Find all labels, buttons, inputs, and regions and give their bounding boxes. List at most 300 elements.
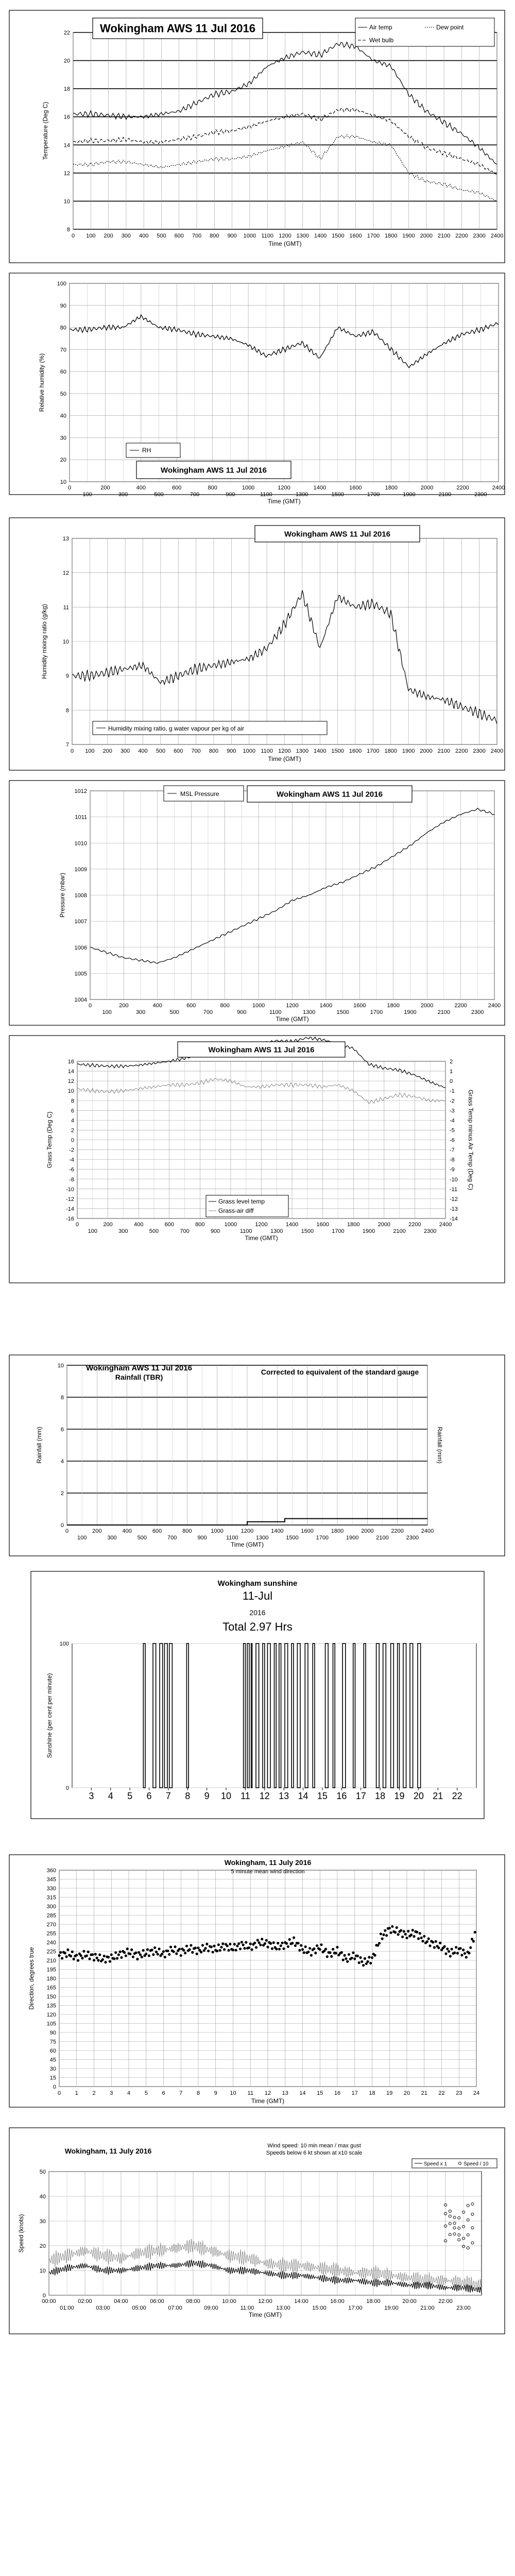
chart-7-point-20-2: [235, 1949, 237, 1952]
chart-7-point-11-5: [161, 1953, 163, 1955]
chart-0-ytick-6: 20: [63, 58, 70, 64]
chart-1-xtick-top-1: 200: [100, 485, 110, 491]
chart-7-point-7-1: [120, 1956, 123, 1959]
chart-7-point-2-0: [75, 1954, 78, 1956]
chart-7-point-5-0: [101, 1958, 104, 1961]
chart-7-ytick-18: 270: [46, 1922, 56, 1928]
chart-7-ytick-2: 30: [49, 2066, 56, 2072]
chart-4-ylabel: Grass Temp (Deg C): [46, 1111, 53, 1168]
chart-7-point-42-2: [426, 1940, 428, 1943]
chart-7-ytick-0: 0: [53, 2084, 56, 2090]
chart-6-xtick-0: 3: [89, 1791, 94, 1801]
chart-7-point-34-4: [359, 1956, 362, 1959]
chart-7-point-21-5: [248, 1946, 250, 1949]
chart-5-ytick-0: 0: [60, 1522, 64, 1529]
chart-7-point-27-5: [300, 1944, 302, 1947]
chart-4-ytick-11: 6: [71, 1108, 74, 1114]
chart-6-total: Total 2.97 Hrs: [222, 1620, 293, 1633]
chart-7-point-5-2: [104, 1961, 107, 1963]
chart-4-ytick-16: 16: [67, 1059, 74, 1065]
chart-7-point-27-4: [298, 1949, 301, 1952]
chart-8-xtick-bottom-4: 09:00: [204, 2305, 218, 2311]
chart-7-point-23-0: [258, 1941, 261, 1944]
chart-7-point-26-1: [285, 1942, 288, 1945]
chart-7-point-26-3: [288, 1938, 291, 1941]
chart-7-ytick-23: 345: [46, 1876, 56, 1883]
chart-7-point-34-2: [356, 1955, 359, 1957]
chart-3-ytick-6: 1010: [74, 840, 87, 847]
chart-7-point-27-1: [294, 1944, 297, 1947]
chart-7-point-20-4: [237, 1942, 240, 1945]
chart-5-ytick-1: 2: [60, 1490, 64, 1497]
chart-4-xtick-top-6: 1200: [255, 1222, 268, 1228]
chart-7-point-34-5: [360, 1960, 363, 1963]
chart-7-point-26-5: [291, 1942, 294, 1944]
chart-5-ytick-2: 4: [60, 1459, 64, 1465]
chart-2-xlabel: Time (GMT): [268, 755, 301, 762]
chart-2-xtick-4: 400: [138, 748, 148, 754]
chart-5-xtick-bottom-3: 700: [167, 1535, 177, 1541]
chart-7-point-24-0: [266, 1946, 269, 1948]
chart-4-ytick-right-9: -5: [450, 1127, 455, 1134]
chart-8-title: Wokingham, 11 July 2016: [64, 2147, 152, 2155]
chart-4-ytick-right-11: -3: [450, 1108, 455, 1114]
chart-2-xtick-11: 1100: [261, 748, 273, 754]
chart-8-xtick-bottom-8: 17:00: [348, 2305, 363, 2311]
chart-7-point-12-1: [164, 1956, 166, 1958]
chart-2-xtick-22: 2200: [455, 748, 468, 754]
chart-4-xtick-bottom-9: 1900: [362, 1228, 375, 1234]
chart-7-point-33-5: [352, 1952, 354, 1954]
chart-8-xtick-top-1: 02:00: [78, 2298, 92, 2304]
chart-2-ytick-2: 9: [65, 673, 69, 680]
chart-3-xtick-bottom-7: 1500: [336, 1009, 349, 1015]
chart-4-xtick-top-7: 1400: [285, 1222, 299, 1228]
chart-7-xtick-23: 23: [456, 2090, 462, 2096]
chart-7-point-15-1: [190, 1944, 192, 1946]
chart-3-xtick-bottom-3: 700: [203, 1009, 213, 1015]
chart-7-ytick-6: 90: [49, 2030, 56, 2036]
chart-5-ylabel: Rainfall (mm): [36, 1427, 43, 1464]
chart-7-ytick-24: 360: [46, 1868, 56, 1874]
chart-7-xtick-9: 9: [214, 2090, 217, 2096]
chart-3-xtick-top-11: 2200: [454, 1003, 467, 1009]
chart-7-point-41-3: [419, 1932, 421, 1935]
chart-0-ytick-5: 18: [63, 86, 70, 93]
chart-5-xtick-top-10: 2000: [361, 1528, 374, 1534]
chart-4-xlabel: Time (GMT): [245, 1234, 278, 1242]
chart-4-ytick-0: -16: [66, 1216, 74, 1222]
chart-7-point-3-3: [88, 1958, 91, 1960]
chart-7-point-1-4: [73, 1958, 75, 1960]
chart-0-xtick-7: 700: [192, 233, 202, 239]
chart-2-ytick-5: 12: [62, 570, 69, 577]
chart-7-point-38-1: [389, 1931, 392, 1934]
chart-7-point-17-1: [207, 1950, 210, 1952]
chart-7-point-17-4: [212, 1951, 214, 1953]
chart-4-ytick-right-1: -13: [450, 1206, 458, 1212]
chart-4-ytick-5: -6: [69, 1166, 74, 1173]
chart-7-point-29-4: [316, 1944, 318, 1947]
chart-1-ytick-5: 60: [60, 369, 66, 376]
chart-7-point-35-5: [369, 1962, 372, 1964]
chart-4-ytick-right-7: -7: [450, 1147, 455, 1154]
chart-7-point-21-3: [245, 1941, 247, 1944]
chart-7-point-40-1: [407, 1930, 409, 1933]
chart-4-ytick-right-5: -9: [450, 1166, 455, 1173]
chart-7-point-39-4: [403, 1930, 405, 1933]
chart-0-xtick-3: 300: [121, 233, 131, 239]
chart-2-ytick-0: 7: [65, 742, 69, 748]
chart-1-xtick-bottom-6: 1300: [295, 492, 308, 498]
chart-6-xtick-5: 8: [185, 1791, 191, 1801]
chart-8-xtick-bottom-2: 05:00: [132, 2305, 146, 2311]
chart-7-point-43-5: [439, 1942, 441, 1944]
chart-8-note: Speeds below 6 kt shown at x10 scale: [266, 2150, 363, 2156]
chart-7-ytick-15: 225: [46, 1948, 56, 1955]
chart-1-xtick-bottom-7: 1500: [331, 492, 344, 498]
chart-7-point-6-5: [117, 1954, 120, 1956]
chart-7-point-46-4: [464, 1952, 466, 1955]
chart-2-xtick-9: 900: [227, 748, 236, 754]
chart-1-xtick-top-7: 1400: [313, 485, 327, 491]
chart-5-xtick-bottom-0: 100: [77, 1535, 87, 1541]
chart-7-point-32-0: [336, 1946, 338, 1948]
chart-5-xtick-top-12: 2400: [421, 1528, 434, 1534]
chart-4-xtick-top-11: 2200: [408, 1222, 421, 1228]
chart-7-point-30-4: [324, 1948, 327, 1951]
chart-7-point-29-2: [313, 1947, 315, 1950]
chart-0-ylabel: Temperature (Deg C): [42, 101, 49, 160]
chart-3-xtick-top-5: 1000: [252, 1003, 265, 1009]
chart-5-xtick-top-8: 1600: [301, 1528, 314, 1534]
chart-7-point-43-4: [437, 1946, 440, 1949]
chart-5-xtick-bottom-6: 1300: [255, 1535, 269, 1541]
chart-3-xtick-top-7: 1400: [319, 1003, 333, 1009]
chart-7-ytick-13: 195: [46, 1967, 56, 1973]
chart-4-ytick-right-6: -8: [450, 1157, 455, 1163]
chart-7-point-16-5: [204, 1947, 207, 1950]
chart-7-point-10-1: [146, 1948, 149, 1951]
chart-1-xtick-bottom-3: 700: [190, 492, 200, 498]
chart-4-ytick-right-16: 2: [450, 1059, 453, 1065]
chart-7-point-33-2: [348, 1953, 350, 1956]
chart-1-xtick-top-11: 2200: [456, 485, 469, 491]
chart-4-ytick-6: -4: [69, 1157, 74, 1163]
chart-4-ytick-right-13: -1: [450, 1088, 455, 1095]
chart-7-point-22-4: [255, 1946, 258, 1948]
chart-5-title: Wokingham AWS 11 Jul 2016: [86, 1364, 192, 1372]
chart-4-ytick-right-14: 0: [450, 1078, 453, 1085]
chart-7-point-0-2: [61, 1957, 63, 1959]
chart-4-xtick-top-10: 2000: [377, 1222, 391, 1228]
chart-4-xtick-bottom-2: 500: [149, 1228, 159, 1234]
chart-7-point-36-5: [378, 1942, 381, 1944]
chart-7-point-35-0: [362, 1964, 365, 1967]
chart-5-note: Corrected to equivalent of the standard gauge: [261, 1368, 419, 1376]
chart-8-ytick-1: 10: [39, 2268, 46, 2274]
chart-7-point-3-5: [91, 1953, 94, 1956]
chart-7-point-14-0: [180, 1954, 182, 1957]
chart-0-xtick-19: 1900: [402, 233, 415, 239]
chart-4-ytick-8: 0: [71, 1137, 74, 1144]
chart-7-point-44-2: [443, 1945, 446, 1948]
chart-6-xtick-18: 21: [433, 1791, 443, 1801]
chart-7-point-0-0: [58, 1954, 60, 1957]
chart-1-xtick-bottom-8: 1700: [367, 492, 380, 498]
chart-4-ytick-right-15: 1: [450, 1069, 453, 1075]
chart-7-point-11-2: [157, 1953, 159, 1955]
chart-5-xtick-bottom-10: 2100: [376, 1535, 389, 1541]
chart-2-xtick-16: 1600: [349, 748, 362, 754]
chart-0-xtick-16: 1600: [349, 233, 362, 239]
chart-2-xtick-2: 200: [102, 748, 112, 754]
chart-7-point-30-0: [319, 1948, 321, 1951]
chart-8-xtick-top-7: 14:00: [294, 2298, 308, 2304]
chart-7-ytick-1: 15: [49, 2075, 56, 2081]
chart-7-point-15-5: [196, 1953, 198, 1955]
chart-7-point-10-0: [145, 1953, 147, 1955]
chart-1-xtick-bottom-5: 1100: [260, 492, 272, 498]
chart-6-title: Wokingham sunshine: [217, 1579, 298, 1588]
chart-0-xtick-2: 200: [104, 233, 113, 239]
chart-8-xtick-bottom-11: 23:00: [456, 2305, 471, 2311]
chart-7-point-43-1: [433, 1946, 436, 1948]
chart-7-point-38-2: [391, 1925, 393, 1928]
chart-7-point-30-1: [320, 1943, 322, 1946]
chart-8-ytick-3: 30: [39, 2218, 46, 2225]
chart-5-xtick-bottom-4: 900: [197, 1535, 207, 1541]
chart-7-point-38-4: [394, 1931, 397, 1934]
chart-5-xtick-bottom-11: 2300: [406, 1535, 419, 1541]
chart-0-xtick-18: 1800: [385, 233, 398, 239]
chart-7-point-24-2: [269, 1942, 272, 1945]
chart-7-point-45-4: [455, 1946, 457, 1948]
chart-2-xtick-6: 600: [174, 748, 183, 754]
chart-4-xtick-top-0: 0: [75, 1222, 79, 1228]
chart-3-xtick-bottom-2: 500: [169, 1009, 179, 1015]
chart-7-point-16-3: [201, 1944, 204, 1946]
chart-4-xtick-bottom-7: 1500: [301, 1228, 314, 1234]
chart-7-xtick-8: 8: [196, 2090, 200, 2096]
chart-7-point-23-5: [265, 1939, 268, 1942]
chart-8-xtick-bottom-1: 03:00: [96, 2305, 110, 2311]
chart-1-ytick-0: 10: [60, 479, 66, 485]
chart-7-point-12-3: [166, 1950, 169, 1952]
chart-4-xtick-bottom-8: 1700: [332, 1228, 345, 1234]
chart-5-xtick-bottom-2: 500: [137, 1535, 147, 1541]
chart-7-point-34-0: [353, 1957, 356, 1960]
chart-2-xtick-19: 1900: [402, 748, 415, 754]
chart-3-title: Wokingham AWS 11 Jul 2016: [277, 790, 383, 799]
chart-5-xtick-bottom-8: 1700: [316, 1535, 329, 1541]
chart-2-ytick-1: 8: [65, 707, 69, 714]
chart-7-point-15-2: [191, 1951, 194, 1954]
chart-7-xtick-13: 13: [282, 2090, 288, 2096]
chart-7-point-0-5: [65, 1955, 67, 1958]
chart-7-point-45-5: [456, 1952, 459, 1955]
chart-7-point-24-3: [271, 1947, 273, 1950]
chart-7-point-47-5: [474, 1931, 476, 1934]
chart-2-ylabel: Humidity mixing ratio (g/kg): [41, 604, 48, 679]
chart-2-xtick-24: 2400: [490, 748, 504, 754]
chart-6-xtick-4: 7: [165, 1791, 171, 1801]
chart-7-ytick-11: 165: [46, 1985, 56, 1991]
chart-7-point-45-0: [449, 1955, 452, 1957]
chart-7-point-5-5: [109, 1960, 111, 1963]
chart-7-point-15-0: [188, 1948, 191, 1951]
chart-0-title: Wokingham AWS 11 Jul 2016: [100, 22, 255, 35]
chart-7-point-37-1: [381, 1937, 384, 1940]
chart-8-xtick-bottom-7: 15:00: [312, 2305, 327, 2311]
chart-7-point-14-3: [184, 1952, 186, 1954]
chart-7-point-28-1: [303, 1951, 305, 1954]
chart-7-point-20-1: [233, 1943, 236, 1945]
chart-8-ytick-2: 20: [39, 2243, 46, 2249]
chart-2-xtick-3: 300: [120, 748, 130, 754]
chart-0-xtick-20: 2000: [420, 233, 433, 239]
chart-3-ytick-5: 1009: [74, 866, 87, 873]
chart-0-xtick-14: 1400: [314, 233, 327, 239]
chart-1-xtick-top-4: 800: [208, 485, 217, 491]
chart-5-xtick-bottom-5: 1100: [226, 1535, 238, 1541]
chart-7-point-9-1: [138, 1951, 140, 1954]
chart-3-xtick-top-3: 600: [186, 1003, 196, 1009]
chart-6-xtick-9: 12: [259, 1791, 270, 1801]
chart-8-xtick-bottom-5: 11:00: [240, 2305, 254, 2311]
chart-8-subtitle: Wind speed: 10 min mean / max gust: [267, 2143, 361, 2149]
chart-7-point-36-0: [371, 1956, 373, 1959]
chart-7-point-7-4: [125, 1955, 127, 1957]
chart-7-xtick-3: 3: [110, 2090, 113, 2096]
chart-4-xtick-bottom-1: 300: [118, 1228, 128, 1234]
chart-7-point-20-3: [236, 1944, 238, 1947]
chart-7-point-45-1: [451, 1948, 453, 1951]
chart-7-ytick-7: 105: [46, 2021, 56, 2027]
chart-3-xtick-top-8: 1600: [353, 1003, 366, 1009]
chart-3-xtick-bottom-0: 100: [102, 1009, 112, 1015]
chart-7-point-37-3: [384, 1929, 386, 1932]
chart-3-xtick-top-4: 800: [220, 1003, 230, 1009]
chart-7-point-11-0: [153, 1946, 156, 1949]
chart-1-xtick-top-10: 2000: [420, 485, 434, 491]
chart-7-point-35-1: [364, 1957, 366, 1960]
chart-4-ytick-4: -8: [69, 1176, 74, 1183]
chart-7-xtick-2: 2: [92, 2090, 96, 2096]
chart-7-point-32-4: [342, 1959, 345, 1961]
chart-7-point-17-5: [213, 1945, 215, 1947]
chart-5-xtick-bottom-7: 1500: [286, 1535, 299, 1541]
chart-6-xtick-6: 9: [204, 1791, 210, 1801]
chart-3-xtick-bottom-6: 1300: [302, 1009, 316, 1015]
chart-6-xtick-2: 5: [127, 1791, 133, 1801]
chart-4-legend-label-0: Grass level temp: [218, 1198, 265, 1205]
chart-7-point-46-3: [462, 1948, 465, 1951]
chart-4-xtick-top-3: 600: [164, 1222, 174, 1228]
chart-7-point-7-3: [123, 1951, 126, 1954]
chart-1-ytick-1: 20: [60, 457, 66, 464]
chart-3-xtick-top-1: 200: [119, 1003, 129, 1009]
chart-4-xtick-top-1: 200: [103, 1222, 113, 1228]
chart-7-point-13-1: [173, 1951, 175, 1953]
chart-7-point-25-0: [275, 1948, 278, 1951]
chart-7-point-10-4: [150, 1948, 153, 1951]
chart-4-ytick-3: -10: [66, 1186, 74, 1193]
chart-1-xtick-bottom-2: 500: [154, 492, 164, 498]
chart-2-ytick-3: 10: [62, 639, 69, 645]
chart-4-ytick-14: 12: [67, 1078, 74, 1085]
chart-4-xtick-top-5: 1000: [224, 1222, 237, 1228]
chart-5-xtick-top-1: 200: [92, 1528, 102, 1534]
chart-8-ytick-4: 40: [39, 2194, 46, 2200]
chart-2-xtick-10: 1000: [243, 748, 255, 754]
chart-2-xtick-23: 2300: [473, 748, 486, 754]
chart-4-ytick-right-3: -11: [450, 1186, 458, 1193]
chart-7-ytick-22: 330: [46, 1886, 56, 1892]
chart-0-xtick-24: 2400: [490, 233, 504, 239]
chart-7-point-35-3: [366, 1960, 369, 1963]
chart-2-xtick-21: 2100: [437, 748, 451, 754]
chart-3-xtick-bottom-8: 1700: [370, 1009, 383, 1015]
chart-7-point-31-2: [330, 1955, 333, 1958]
chart-3-ylabel: Pressure (mbar): [59, 873, 66, 918]
chart-3-xtick-bottom-5: 1100: [269, 1009, 282, 1015]
chart-2-xtick-18: 1800: [384, 748, 397, 754]
chart-7-point-10-5: [152, 1953, 154, 1956]
chart-7-point-18-1: [216, 1950, 218, 1952]
chart-7-xtick-19: 19: [386, 2090, 393, 2096]
chart-2-xtick-0: 0: [70, 748, 74, 754]
chart-4-ytick-2: -12: [66, 1196, 74, 1202]
chart-0-ytick-3: 14: [63, 142, 70, 149]
chart-4-ytick-right-10: -4: [450, 1117, 455, 1124]
chart-8-xtick-top-3: 06:00: [150, 2298, 164, 2304]
chart-7-point-39-5: [404, 1933, 407, 1936]
chart-2-ytick-4: 11: [63, 604, 69, 611]
chart-7-xtick-15: 15: [317, 2090, 323, 2096]
chart-7-point-16-4: [203, 1949, 205, 1952]
chart-7-point-36-4: [376, 1944, 379, 1946]
chart-7-point-40-4: [411, 1929, 414, 1931]
chart-1-xtick-bottom-11: 2300: [474, 492, 487, 498]
chart-7-ytick-8: 120: [46, 2012, 56, 2018]
chart-1-xtick-top-0: 0: [67, 485, 72, 491]
chart-0-xtick-13: 1300: [296, 233, 310, 239]
chart-7-point-38-0: [388, 1927, 391, 1929]
chart-2-xtick-13: 1300: [296, 748, 309, 754]
chart-7-point-2-3: [80, 1954, 82, 1957]
chart-7-point-13-5: [178, 1948, 181, 1951]
chart-5-xtick-bottom-1: 300: [107, 1535, 117, 1541]
chart-8-xtick-top-6: 12:00: [258, 2298, 272, 2304]
chart-7-point-8-5: [134, 1952, 137, 1954]
chart-4-xtick-bottom-4: 900: [210, 1228, 220, 1234]
chart-6-xtick-11: 14: [298, 1791, 308, 1801]
chart-5-xtick-top-11: 2200: [391, 1528, 404, 1534]
chart-0-xtick-8: 800: [210, 233, 219, 239]
chart-7-point-17-3: [210, 1945, 213, 1948]
chart-7-ytick-5: 75: [49, 2039, 56, 2045]
chart-7-point-16-0: [197, 1946, 199, 1949]
chart-7-ytick-21: 315: [46, 1894, 56, 1901]
chart-8-xtick-top-4: 08:00: [186, 2298, 200, 2304]
chart-7-point-27-0: [293, 1936, 295, 1939]
chart-7-point-26-2: [287, 1945, 289, 1948]
chart-7-xtick-11: 11: [247, 2090, 253, 2096]
chart-7-point-31-1: [329, 1952, 331, 1954]
chart-7-xtick-4: 4: [127, 2090, 131, 2096]
chart-1-xtick-bottom-1: 300: [118, 492, 128, 498]
